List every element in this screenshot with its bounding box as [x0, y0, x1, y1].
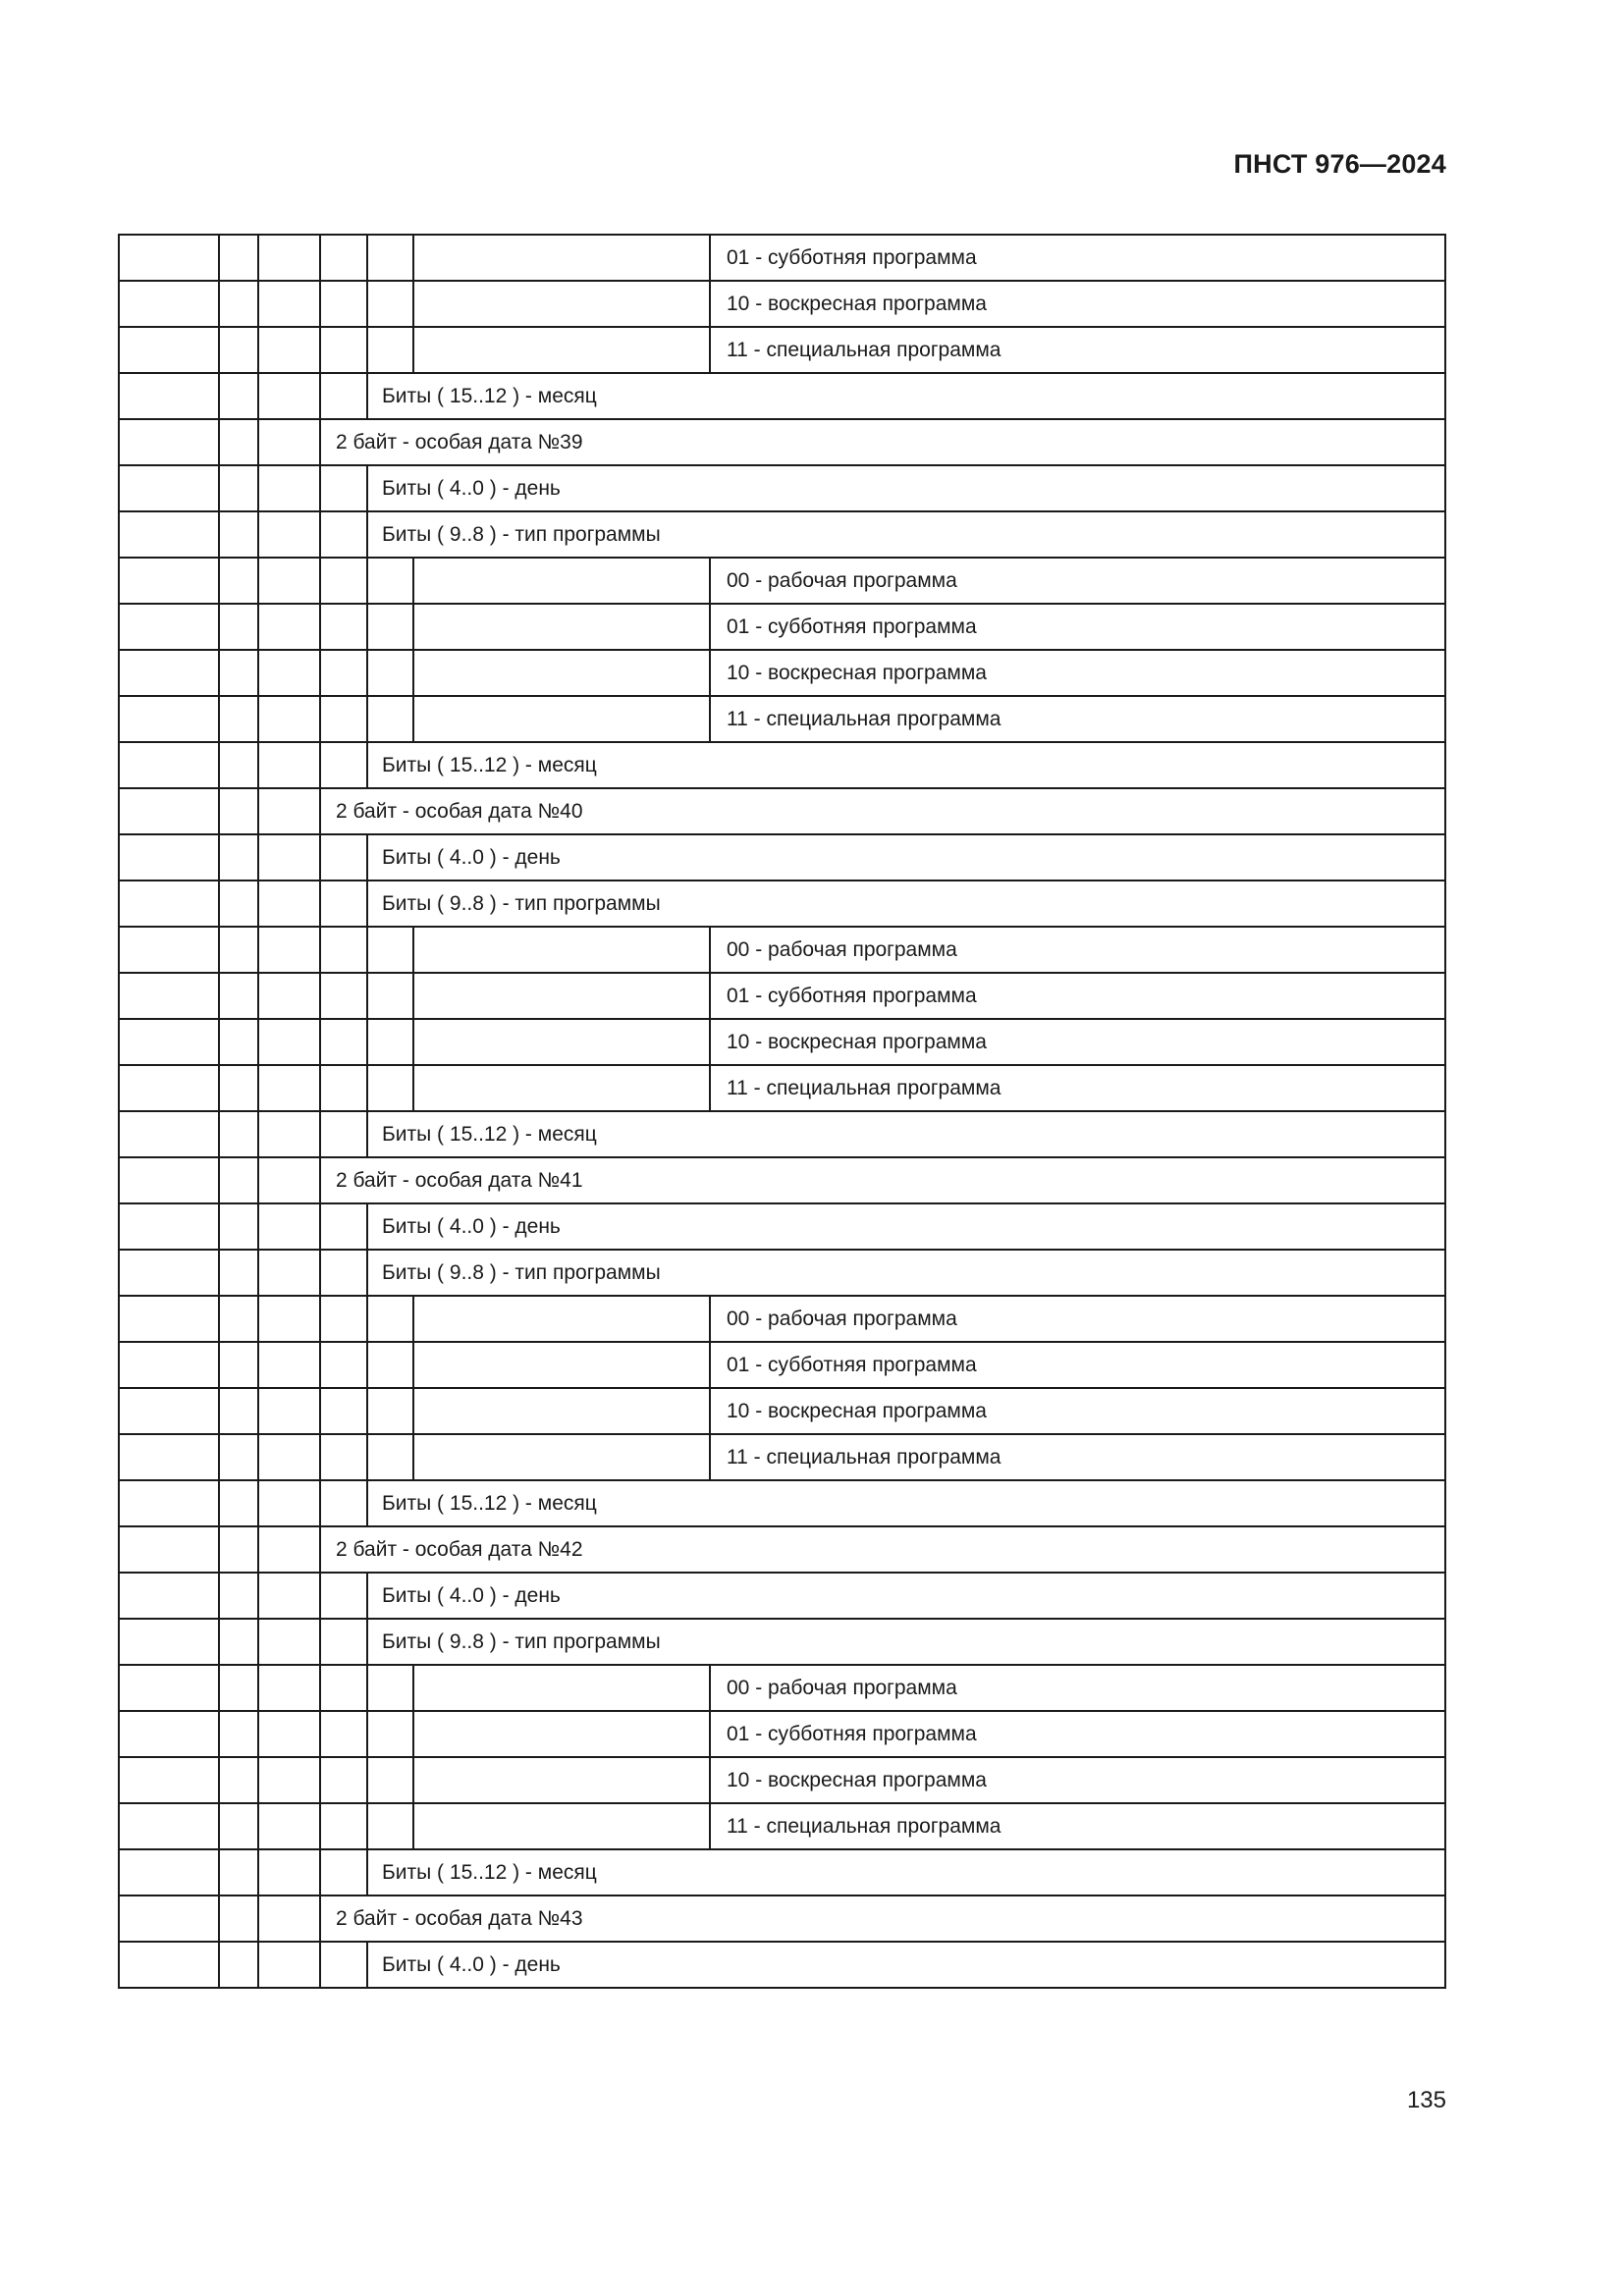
value-cell: 01 - субботняя программа [710, 1342, 1445, 1388]
empty-cell [219, 927, 258, 973]
value-cell: 00 - рабочая программа [710, 927, 1445, 973]
empty-cell [119, 604, 219, 650]
empty-cell [320, 696, 367, 742]
empty-cell [219, 881, 258, 927]
empty-cell [258, 1434, 320, 1480]
empty-cell [219, 1942, 258, 1988]
empty-cell [219, 511, 258, 558]
empty-cell [320, 1757, 367, 1803]
empty-cell [119, 1296, 219, 1342]
empty-cell [320, 558, 367, 604]
empty-cell [219, 1619, 258, 1665]
empty-cell [258, 419, 320, 465]
empty-cell [258, 1803, 320, 1849]
bits-cell: Биты ( 15..12 ) - месяц [367, 1480, 1445, 1526]
empty-cell [320, 1065, 367, 1111]
empty-cell [219, 1896, 258, 1942]
empty-cell [258, 1019, 320, 1065]
table-row [119, 1711, 1445, 1757]
empty-cell [119, 834, 219, 881]
table-row [119, 327, 1445, 373]
empty-cell [320, 465, 367, 511]
empty-cell [119, 650, 219, 696]
empty-cell [219, 1711, 258, 1757]
empty-cell [320, 1942, 367, 1988]
empty-cell [367, 1434, 413, 1480]
empty-cell [320, 1665, 367, 1711]
empty-cell [367, 235, 413, 281]
empty-cell [367, 281, 413, 327]
page-number: 135 [1406, 2087, 1446, 2113]
empty-cell [413, 650, 710, 696]
empty-cell [320, 1296, 367, 1342]
empty-cell [219, 1803, 258, 1849]
bits-cell: Биты ( 4..0 ) - день [367, 834, 1445, 881]
empty-cell [413, 1296, 710, 1342]
empty-cell [258, 1296, 320, 1342]
empty-cell [367, 1342, 413, 1388]
value-cell: 00 - рабочая программа [710, 1665, 1445, 1711]
empty-cell [119, 1342, 219, 1388]
empty-cell [258, 1388, 320, 1434]
value-cell: 10 - воскресная программа [710, 1388, 1445, 1434]
empty-cell [258, 927, 320, 973]
empty-cell [258, 373, 320, 419]
table-row [119, 1619, 1445, 1665]
spec-table-body [119, 235, 1445, 1988]
empty-cell [258, 465, 320, 511]
byte-cell: 2 байт - особая дата №41 [320, 1157, 1445, 1203]
empty-cell [219, 419, 258, 465]
empty-cell [219, 1019, 258, 1065]
empty-cell [320, 235, 367, 281]
empty-cell [320, 511, 367, 558]
empty-cell [320, 1711, 367, 1757]
bits-cell: Биты ( 9..8 ) - тип программы [367, 881, 1445, 927]
empty-cell [258, 1942, 320, 1988]
table-row [119, 1296, 1445, 1342]
empty-cell [258, 1573, 320, 1619]
value-cell: 11 - специальная программа [710, 696, 1445, 742]
empty-cell [258, 973, 320, 1019]
empty-cell [119, 1434, 219, 1480]
empty-cell [219, 1526, 258, 1573]
empty-cell [219, 973, 258, 1019]
bits-cell: Биты ( 4..0 ) - день [367, 1573, 1445, 1619]
table-row [119, 1896, 1445, 1942]
value-cell: 10 - воскресная программа [710, 1757, 1445, 1803]
value-cell: 01 - субботняя программа [710, 1711, 1445, 1757]
empty-cell [219, 650, 258, 696]
table-row [119, 650, 1445, 696]
empty-cell [367, 1296, 413, 1342]
empty-cell [258, 881, 320, 927]
value-cell: 10 - воскресная программа [710, 281, 1445, 327]
empty-cell [219, 1665, 258, 1711]
empty-cell [119, 1388, 219, 1434]
table-row [119, 1849, 1445, 1896]
empty-cell [320, 881, 367, 927]
empty-cell [320, 373, 367, 419]
empty-cell [320, 650, 367, 696]
table-row [119, 1757, 1445, 1803]
empty-cell [413, 235, 710, 281]
empty-cell [258, 327, 320, 373]
empty-cell [320, 1250, 367, 1296]
empty-cell [413, 281, 710, 327]
table-row [119, 834, 1445, 881]
empty-cell [320, 1203, 367, 1250]
byte-cell: 2 байт - особая дата №42 [320, 1526, 1445, 1573]
table-row [119, 1526, 1445, 1573]
empty-cell [258, 1757, 320, 1803]
value-cell: 01 - субботняя программа [710, 973, 1445, 1019]
empty-cell [258, 235, 320, 281]
empty-cell [367, 1665, 413, 1711]
empty-cell [258, 1111, 320, 1157]
table-row [119, 1065, 1445, 1111]
empty-cell [413, 558, 710, 604]
empty-cell [258, 742, 320, 788]
empty-cell [219, 1849, 258, 1896]
empty-cell [258, 834, 320, 881]
empty-cell [119, 1480, 219, 1526]
empty-cell [320, 834, 367, 881]
empty-cell [413, 1434, 710, 1480]
empty-cell [258, 1849, 320, 1896]
empty-cell [119, 281, 219, 327]
table-row [119, 1665, 1445, 1711]
table-row [119, 558, 1445, 604]
empty-cell [258, 650, 320, 696]
empty-cell [413, 604, 710, 650]
empty-cell [119, 419, 219, 465]
empty-cell [367, 327, 413, 373]
empty-cell [219, 1296, 258, 1342]
empty-cell [119, 1665, 219, 1711]
empty-cell [413, 696, 710, 742]
empty-cell [258, 1480, 320, 1526]
empty-cell [119, 1803, 219, 1849]
empty-cell [413, 927, 710, 973]
empty-cell [119, 973, 219, 1019]
table-row [119, 1480, 1445, 1526]
empty-cell [119, 696, 219, 742]
empty-cell [320, 1619, 367, 1665]
empty-cell [219, 696, 258, 742]
empty-cell [219, 742, 258, 788]
empty-cell [119, 742, 219, 788]
empty-cell [119, 511, 219, 558]
value-cell: 11 - специальная программа [710, 1065, 1445, 1111]
empty-cell [320, 1480, 367, 1526]
empty-cell [320, 1111, 367, 1157]
table-row [119, 1803, 1445, 1849]
empty-cell [119, 1203, 219, 1250]
empty-cell [219, 1573, 258, 1619]
empty-cell [219, 1111, 258, 1157]
empty-cell [219, 373, 258, 419]
empty-cell [219, 465, 258, 511]
empty-cell [413, 1019, 710, 1065]
empty-cell [219, 1757, 258, 1803]
empty-cell [219, 1250, 258, 1296]
table-row [119, 604, 1445, 650]
empty-cell [367, 1803, 413, 1849]
empty-cell [119, 1111, 219, 1157]
value-cell: 00 - рабочая программа [710, 558, 1445, 604]
empty-cell [413, 973, 710, 1019]
empty-cell [219, 1157, 258, 1203]
table-row [119, 511, 1445, 558]
empty-cell [320, 1434, 367, 1480]
empty-cell [258, 558, 320, 604]
value-cell: 01 - субботняя программа [710, 604, 1445, 650]
empty-cell [219, 558, 258, 604]
bits-cell: Биты ( 15..12 ) - месяц [367, 1849, 1445, 1896]
empty-cell [320, 1342, 367, 1388]
empty-cell [258, 1157, 320, 1203]
empty-cell [367, 1065, 413, 1111]
value-cell: 10 - воскресная программа [710, 1019, 1445, 1065]
empty-cell [320, 742, 367, 788]
empty-cell [119, 1942, 219, 1988]
empty-cell [413, 1342, 710, 1388]
table-row [119, 1203, 1445, 1250]
empty-cell [219, 834, 258, 881]
empty-cell [367, 973, 413, 1019]
table-row [119, 419, 1445, 465]
value-cell: 00 - рабочая программа [710, 1296, 1445, 1342]
empty-cell [219, 1480, 258, 1526]
bits-cell: Биты ( 15..12 ) - месяц [367, 1111, 1445, 1157]
empty-cell [367, 1019, 413, 1065]
empty-cell [119, 788, 219, 834]
empty-cell [219, 1065, 258, 1111]
empty-cell [119, 1157, 219, 1203]
empty-cell [258, 1711, 320, 1757]
empty-cell [320, 973, 367, 1019]
empty-cell [320, 1388, 367, 1434]
empty-cell [320, 604, 367, 650]
empty-cell [119, 1711, 219, 1757]
empty-cell [320, 1573, 367, 1619]
empty-cell [258, 604, 320, 650]
empty-cell [367, 650, 413, 696]
table-row [119, 1019, 1445, 1065]
table-row [119, 1388, 1445, 1434]
bits-cell: Биты ( 9..8 ) - тип программы [367, 511, 1445, 558]
bits-cell: Биты ( 15..12 ) - месяц [367, 373, 1445, 419]
value-cell: 11 - специальная программа [710, 1434, 1445, 1480]
empty-cell [413, 1388, 710, 1434]
empty-cell [320, 1849, 367, 1896]
empty-cell [219, 604, 258, 650]
empty-cell [367, 558, 413, 604]
empty-cell [119, 558, 219, 604]
empty-cell [119, 1526, 219, 1573]
empty-cell [119, 465, 219, 511]
empty-cell [258, 1665, 320, 1711]
byte-cell: 2 байт - особая дата №39 [320, 419, 1445, 465]
empty-cell [320, 1803, 367, 1849]
table-row [119, 235, 1445, 281]
bits-cell: Биты ( 9..8 ) - тип программы [367, 1619, 1445, 1665]
empty-cell [219, 1434, 258, 1480]
empty-cell [258, 1065, 320, 1111]
empty-cell [219, 327, 258, 373]
empty-cell [119, 927, 219, 973]
empty-cell [119, 1757, 219, 1803]
table-row [119, 1573, 1445, 1619]
spec-table [118, 234, 1446, 1989]
bits-cell: Биты ( 4..0 ) - день [367, 465, 1445, 511]
bits-cell: Биты ( 4..0 ) - день [367, 1203, 1445, 1250]
table-row [119, 696, 1445, 742]
empty-cell [219, 1388, 258, 1434]
empty-cell [367, 1711, 413, 1757]
empty-cell [258, 1203, 320, 1250]
empty-cell [258, 1619, 320, 1665]
table-row [119, 373, 1445, 419]
bits-cell: Биты ( 9..8 ) - тип программы [367, 1250, 1445, 1296]
table-row [119, 881, 1445, 927]
bits-cell: Биты ( 4..0 ) - день [367, 1942, 1445, 1988]
bits-cell: Биты ( 15..12 ) - месяц [367, 742, 1445, 788]
empty-cell [367, 604, 413, 650]
empty-cell [119, 1019, 219, 1065]
table-row [119, 1250, 1445, 1296]
empty-cell [119, 1619, 219, 1665]
empty-cell [320, 927, 367, 973]
empty-cell [258, 788, 320, 834]
table-row [119, 465, 1445, 511]
table-row [119, 1342, 1445, 1388]
empty-cell [119, 373, 219, 419]
empty-cell [258, 1342, 320, 1388]
empty-cell [258, 1250, 320, 1296]
empty-cell [219, 1203, 258, 1250]
byte-cell: 2 байт - особая дата №40 [320, 788, 1445, 834]
value-cell: 11 - специальная программа [710, 327, 1445, 373]
empty-cell [413, 1665, 710, 1711]
byte-cell: 2 байт - особая дата №43 [320, 1896, 1445, 1942]
empty-cell [413, 1757, 710, 1803]
value-cell: 10 - воскресная программа [710, 650, 1445, 696]
empty-cell [258, 1896, 320, 1942]
table-row [119, 927, 1445, 973]
empty-cell [413, 1711, 710, 1757]
empty-cell [258, 1526, 320, 1573]
empty-cell [258, 696, 320, 742]
empty-cell [119, 327, 219, 373]
empty-cell [367, 696, 413, 742]
empty-cell [320, 1019, 367, 1065]
value-cell: 01 - субботняя программа [710, 235, 1445, 281]
empty-cell [367, 1757, 413, 1803]
empty-cell [119, 1065, 219, 1111]
empty-cell [320, 327, 367, 373]
empty-cell [258, 281, 320, 327]
table-row [119, 973, 1445, 1019]
document-code: ПНСТ 976—2024 [1233, 149, 1446, 179]
empty-cell [219, 235, 258, 281]
empty-cell [413, 327, 710, 373]
table-row [119, 281, 1445, 327]
empty-cell [367, 1388, 413, 1434]
empty-cell [219, 281, 258, 327]
table-row [119, 1434, 1445, 1480]
empty-cell [219, 788, 258, 834]
empty-cell [413, 1803, 710, 1849]
table-row [119, 1942, 1445, 1988]
empty-cell [119, 1849, 219, 1896]
empty-cell [219, 1342, 258, 1388]
table-row [119, 1157, 1445, 1203]
empty-cell [119, 881, 219, 927]
empty-cell [119, 235, 219, 281]
empty-cell [119, 1573, 219, 1619]
empty-cell [119, 1896, 219, 1942]
value-cell: 11 - специальная программа [710, 1803, 1445, 1849]
empty-cell [320, 281, 367, 327]
table-row [119, 1111, 1445, 1157]
empty-cell [258, 511, 320, 558]
table-row [119, 742, 1445, 788]
empty-cell [367, 927, 413, 973]
empty-cell [119, 1250, 219, 1296]
table-row [119, 788, 1445, 834]
empty-cell [413, 1065, 710, 1111]
